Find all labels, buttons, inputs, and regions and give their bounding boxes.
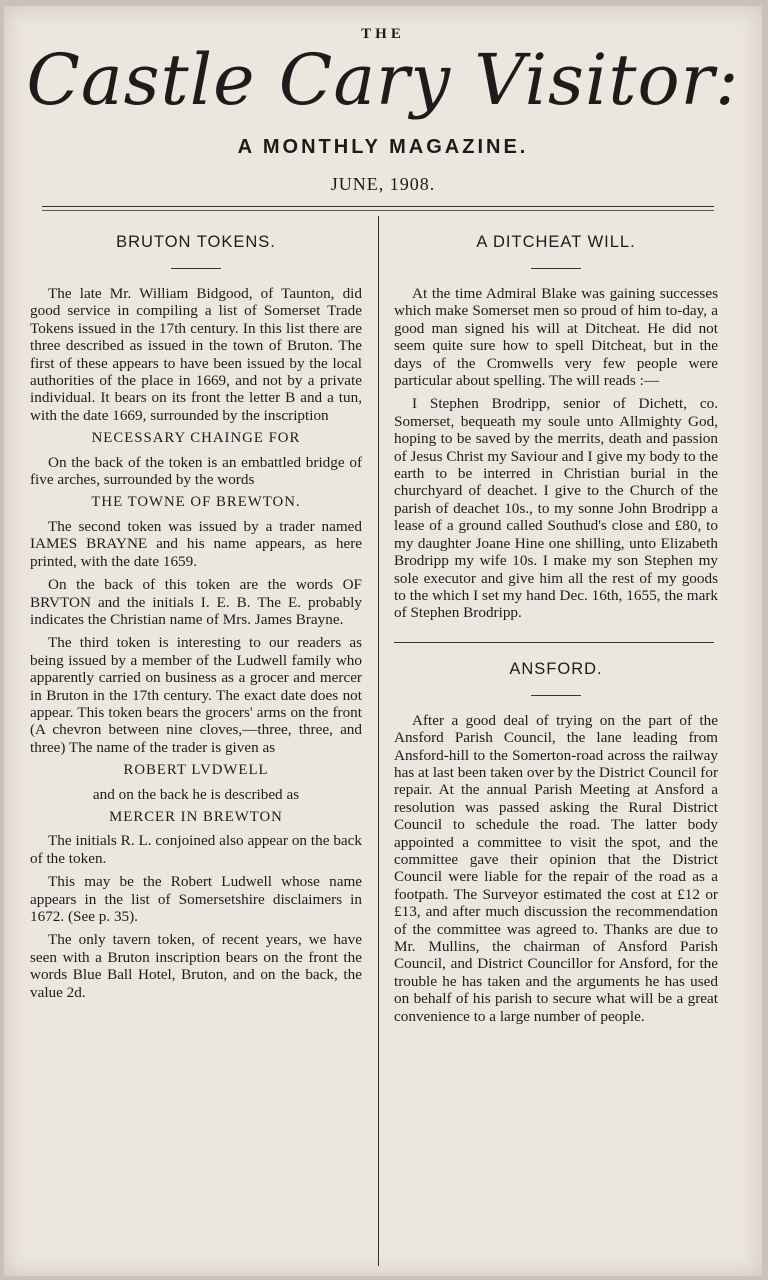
header-rule bbox=[42, 206, 714, 207]
article-heading-ditcheat-will: A DITCHEAT WILL. bbox=[476, 233, 636, 251]
article-paragraph: At the time Admiral Blake was gaining successes which make Somerset men so proud of him to-day, a good man signed his will at Ditcheat. He did not seem quite sure how to spell Ditcheat, but in the days of the Cromwells very few people were particular about spelling. The will reads :— bbox=[394, 285, 718, 390]
token-inscription: THE TOWNE OF BREWTON. bbox=[91, 494, 301, 511]
article-paragraph: I Stephen Brodripp, senior of Dichett, co. Somerset, bequeath my soule unto Allmighty God, hoping to be saved by the merrits, death and passion of Jesus Christ my Saviour and I give my body to the earth to be interred in Christian burial in the churchyard of deachet. I give to the Church of the parish of deachet 10s., to my sonne John Brodripp a lease of a ground called Southud's close and £80, to my daughter Joane Hine one shilling, unto Elizabeth Brodripp my wife 10s. I make my son Stephen my sole executor and give him all the rest of my goods to the which I set my hand Dec. 16th, 1655, the mark of Stephen Brodripp. bbox=[394, 395, 718, 622]
magazine-subtitle: A MONTHLY MAGAZINE. bbox=[237, 136, 529, 158]
token-inscription: NECESSARY CHAINGE FOR bbox=[91, 430, 301, 447]
section-rule bbox=[394, 642, 714, 643]
article-heading-ansford: ANSFORD. bbox=[509, 659, 603, 678]
article-paragraph: The only tavern token, of recent years, we have seen with a Bruton inscription bears on the front the words Blue Ball Hotel, Bruton, and on the back, the value 2d. bbox=[30, 931, 362, 1001]
article-paragraph: The late Mr. William Bidgood, of Taunton, did good service in compiling a list of Somerset Trade Tokens issued in the 17th century. In this list there are three described as issued in the town of Bruton. The first of these appears to have been issued by the local authorities of the place in 1669, and not by a private individual. It bears on its front the letter B and a tun, with the date 1669, surrounded by the inscription bbox=[30, 285, 362, 424]
article-paragraph: The initials R. L. conjoined also appear on the back of the token. bbox=[30, 832, 362, 867]
article-heading-bruton-tokens: BRUTON TOKENS. bbox=[116, 233, 276, 251]
article-paragraph: The third token is interesting to our readers as being issued by a member of the Ludwell family who apparently carried on business as a grocer and mercer in Bruton in the 17th century. The exact date does not appear. This token bears the grocers' arms on the front (A chevron between nine cloves,—three, three, and three) The name of the trader is given as bbox=[30, 634, 362, 756]
article-paragraph: This may be the Robert Ludwell whose name appears in the list of Somersetshire disclaimers in 1672. (See p. 35). bbox=[30, 873, 362, 925]
heading-rule bbox=[171, 268, 221, 269]
heading-rule bbox=[531, 268, 581, 269]
magazine-title: Castle Cary Visitor: bbox=[26, 39, 740, 121]
article-paragraph: and on the back he is described as bbox=[92, 785, 300, 803]
header-rule-secondary bbox=[42, 210, 714, 211]
issue-date: JUNE, 1908. bbox=[330, 174, 436, 194]
article-paragraph: On the back of the token is an embattled bridge of five arches, surrounded by the words bbox=[30, 453, 362, 489]
magazine-page bbox=[4, 6, 762, 1276]
article-paragraph: After a good deal of trying on the part of the Ansford Parish Council, the lane leading from Ansford-hill to the Somerton-road across the railway has at last been taken over by the District Council for repair. At the annual Parish Meeting at Ansford a resolution was passed asking the Rural District Council to schedule the road. The latter body appointed a committee to visit the spot, and the committee gave their opinion that the District Council were liable for the repair of the road as a footpath. The Surveyor estimated the cost at £12 or £13, and after much discussion the recommendation of the committee was agreed to. Thanks are due to Mr. Mullins, the chairman of Ansford Parish Council, and District Councillor for Ansford, for the trouble he has taken and the arguments he has used on behalf of his parish to secure what will be a great convenience to a large number of people. bbox=[394, 711, 718, 1025]
heading-rule bbox=[531, 695, 581, 696]
masthead-the: THE bbox=[361, 26, 405, 42]
left-column bbox=[30, 230, 362, 1007]
right-column bbox=[394, 230, 718, 1031]
token-inscription: MERCER IN BREWTON bbox=[109, 808, 283, 825]
article-paragraph: On the back of this token are the words OF BRVTON and the initials I. E. B. The E. probably indicates the Christian name of Mrs. James Brayne. bbox=[30, 576, 362, 628]
token-inscription: ROBERT LVDWELL bbox=[123, 762, 269, 779]
column-divider bbox=[378, 216, 379, 1266]
article-paragraph: The second token was issued by a trader named IAMES BRAYNE and his name appears, as here printed, with the date 1659. bbox=[30, 517, 362, 570]
